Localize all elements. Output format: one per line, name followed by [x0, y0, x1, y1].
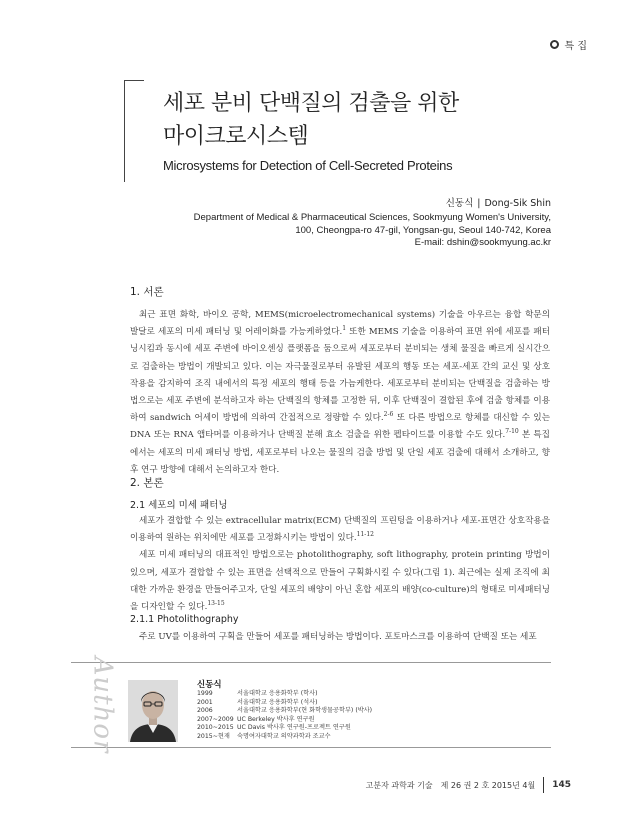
citation: 13-15 — [207, 600, 225, 608]
author-box-name: 신동식 — [197, 680, 222, 690]
author-vertical-text: Author — [87, 656, 118, 754]
section2-heading: 2. 본론 — [130, 477, 164, 489]
cv-desc: 서울대학교 응용화학부(현 화학생물공학부) (박사) — [237, 707, 373, 715]
affiliation-email: E-mail: dshin@sookmyung.ac.kr — [414, 237, 551, 248]
cv-row — [197, 733, 372, 742]
title-bracket-top — [124, 80, 144, 81]
text-run: 최근 표면 화학, 바이오 공학, MEMS(microelectromechanical systems) 기술을 아우르는 융합 학문의 발달로 세포의 미세 패터닝 및 어레이화를 가능케하였다. — [130, 310, 550, 338]
journal-name: 고분자 과학과 기술 — [365, 780, 433, 790]
section-tag-label: 특 집 — [564, 41, 587, 52]
paragraph — [130, 307, 550, 479]
author-photo — [128, 680, 178, 742]
section2-1-1-body — [130, 629, 550, 646]
korean-title — [163, 87, 459, 153]
cv-desc: 서울대학교 응용화학부 (학사) — [237, 690, 318, 697]
page-footer — [366, 777, 571, 793]
page-number: 145 — [552, 780, 571, 790]
affiliation-line2: 100, Cheongpa-ro 47-gil, Yongsan-gu, Seoul 140-742, Korea — [295, 224, 551, 236]
author-byline: 신동식 | Dong-Sik Shin — [445, 198, 551, 209]
section1-body — [130, 307, 550, 479]
paragraph — [130, 513, 550, 547]
cv-row — [197, 724, 372, 733]
citation: 2-6 — [383, 411, 394, 419]
cv-desc: 서울대학교 응용화학부 (석사) — [237, 698, 318, 706]
cv-desc: UC Davis 박사후 연구원-프로젝트 연구원 — [237, 724, 351, 732]
circle-bullet-icon — [550, 40, 559, 49]
text-run: 세포 미세 패터닝의 대표적인 방법으로는 photolithography, soft lithography, protein printing 방법이 있으며, 세포가 결합할 수 있는 표면을 선택적으로 만들어 구획화시킬 수 있다(그림 1). 최근에는 실제 조직에 최대한 가까운 환경을 만들어주고자, 단일 세포의 배양이 아닌 혼합 세포의 배양(co-culture)의 형태로 미세패터닝을 디자인할 수 있다. — [130, 550, 550, 613]
cv-desc: UC Berkeley 박사후 연구원 — [237, 715, 315, 723]
section-tag — [550, 37, 588, 52]
english-title: Microsystems for Detection of Cell-Secreted Proteins — [163, 158, 453, 173]
cv-row — [197, 707, 372, 716]
footer-divider — [543, 777, 544, 793]
citation: 7-10 — [505, 428, 519, 436]
author-name-kr: 신동식 — [445, 198, 474, 209]
text-run: 또 다른 방법으로 항체를 대신할 수 있는 DNA 또는 RNA 앱타머를 이용하거나 단백질 분해 효소 검출을 위한 펩타이드를 이용할 수도 있다. — [130, 413, 551, 441]
title-bracket-line — [124, 80, 125, 182]
author-cv — [197, 690, 372, 742]
cv-year: 2007~2009 — [197, 715, 234, 723]
subsection-2-1-heading: 2.1 세포의 미세 패터닝 — [130, 500, 228, 511]
section1-heading: 1. 서론 — [130, 286, 164, 298]
cv-row — [197, 699, 372, 708]
cv-year: 1999 — [197, 690, 213, 697]
author-vertical-label — [87, 656, 118, 754]
cv-year: 2015~현재 — [197, 732, 230, 740]
section2-body — [130, 513, 550, 616]
cv-year: 2001 — [197, 698, 213, 706]
cv-desc: 숙명여자대학교 의약과학과 조교수 — [237, 732, 331, 740]
cv-row — [197, 690, 372, 699]
text-run: 또한 MEMS 기술을 이용하여 표면 위에 세포를 패터닝시킴과 동시에 세포 주변에 바이오센싱 플랫폼을 둠으로써 세포로부터 분비되는 생체 물질을 빠르게 실시간으로 검출하는 방법이 개발되고 있다. 이는 자극물질로부터 유발된 세포의 행동 또는 세포-세포 간의 교신 및 상호작용을 감지하여 조직 내에서의 특정 세포의 행태 등을 가늠케한다. 세포로부터 분비되는 단백질을 검출하는 방법으로는 세포 주변에 분석하고자 하는 단백질의 항체를 고정한 뒤, 이후 단백질이 결합된 후에 검출 항체를 이용하여 sandwich 어세이 방법에 의하여 간접적으로 정량할 수 있다. — [130, 327, 550, 424]
affiliation — [194, 212, 551, 250]
cv-year: 2006 — [197, 707, 213, 715]
korean-title-line2: 마이크로시스템 — [163, 124, 309, 149]
korean-title-line1: 세포 분비 단백질의 검출을 위한 — [163, 91, 459, 116]
text-run: 본 특집에서는 세포의 미세 패터닝 방법, 세포로부터 나오는 물질의 검출 방법 및 단일 세포 검출에 대해서 소개하고, 향후 연구 방향에 대해서 논의하고자 한다. — [130, 430, 550, 475]
paragraph: 주로 UV를 이용하여 구획을 만들어 세포를 패터닝하는 방법이다. 포토마스크를 이용하여 단백질 또는 세포 — [139, 632, 537, 642]
paragraph — [130, 547, 550, 616]
citation: 11-12 — [356, 531, 374, 539]
subsection-2-1-1-heading: 2.1.1 Photolithography — [130, 614, 239, 625]
affiliation-line1: Department of Medical & Pharmaceutical Sciences, Sookmyung Women's University, — [193, 212, 551, 223]
issue-info: 제 26 권 2 호 2015년 4월 — [440, 780, 536, 790]
cv-year: 2010~2015 — [197, 724, 234, 732]
citation: 1 — [342, 325, 347, 333]
person-portrait-icon — [128, 680, 178, 742]
text-run: 세포가 결합할 수 있는 extracellular matrix(ECM) 단백질의 프린팅을 이용하거나 세포-표면간 상호작용을 이용하여 원하는 위치에만 세포를 고정화시키는 방법이 있다. — [130, 516, 550, 544]
author-name-en: Dong-Sik Shin — [484, 198, 551, 209]
